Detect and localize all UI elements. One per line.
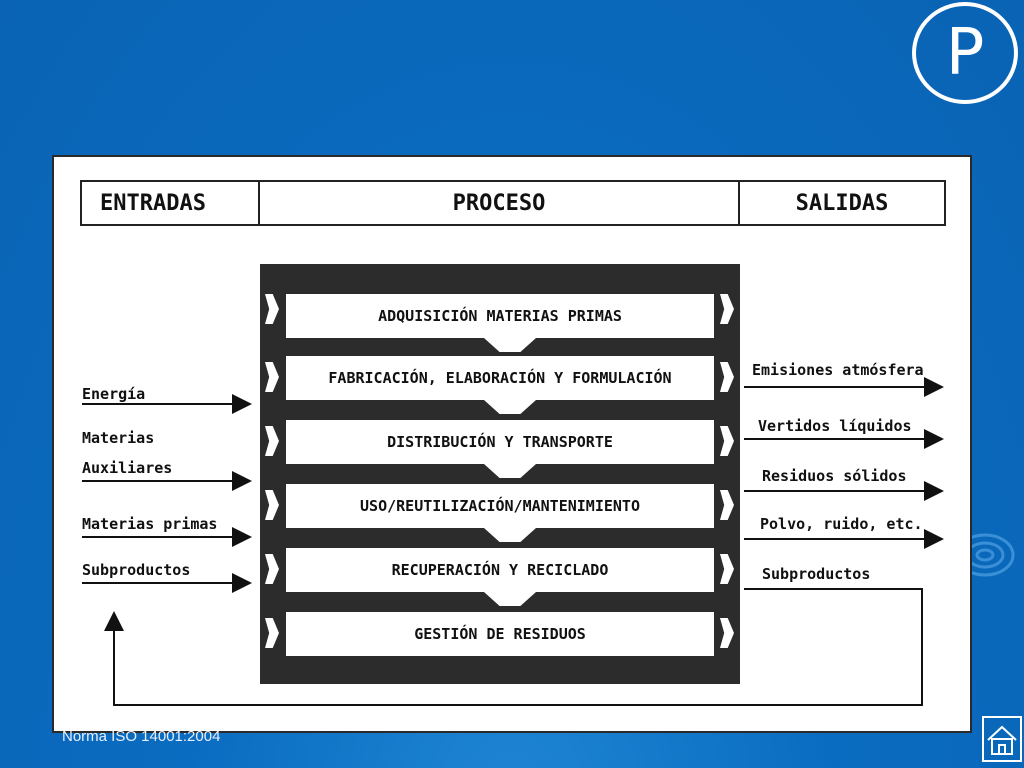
home-icon — [984, 718, 1020, 760]
stage-manufacturing: FABRICACIÓN, ELABORACIÓN Y FORMULACIÓN — [286, 356, 714, 400]
output-solids-label: Residuos sólidos — [762, 467, 907, 485]
stage-acquisition: ADQUISICIÓN MATERIAS PRIMAS — [286, 294, 714, 338]
byproduct-loop-line — [114, 589, 922, 705]
stage-use: USO/REUTILIZACIÓN/MANTENIMIENTO — [286, 484, 714, 528]
input-energy-label: Energía — [82, 385, 146, 403]
stage-recovery: RECUPERACIÓN Y RECICLADO — [286, 548, 714, 592]
input-aux-line2-label: Auxiliares — [82, 459, 173, 477]
input-raw-label: Materias primas — [82, 515, 218, 533]
input-byproducts-label: Subproductos — [82, 561, 191, 579]
input-aux-line1-label: Materias — [82, 429, 155, 447]
diagram-card — [52, 155, 972, 733]
header-inputs: ENTRADAS — [80, 180, 260, 226]
logo-circle-p: P — [912, 2, 1018, 104]
output-liquids-label: Vertidos líquidos — [758, 417, 912, 435]
header-process: PROCESO — [258, 180, 740, 226]
stage-waste: GESTIÓN DE RESIDUOS — [286, 612, 714, 656]
home-button[interactable] — [982, 716, 1022, 762]
header-outputs: SALIDAS — [738, 180, 946, 226]
footer-norm-text: Norma ISO 14001:2004 — [62, 728, 221, 745]
connector-arrows — [54, 157, 970, 731]
output-emissions-label: Emisiones atmósfera — [752, 361, 924, 379]
stage-distribution: DISTRIBUCIÓN Y TRANSPORTE — [286, 420, 714, 464]
output-byproducts-label: Subproductos — [762, 565, 871, 583]
output-dust-label: Polvo, ruido, etc. — [760, 515, 923, 533]
